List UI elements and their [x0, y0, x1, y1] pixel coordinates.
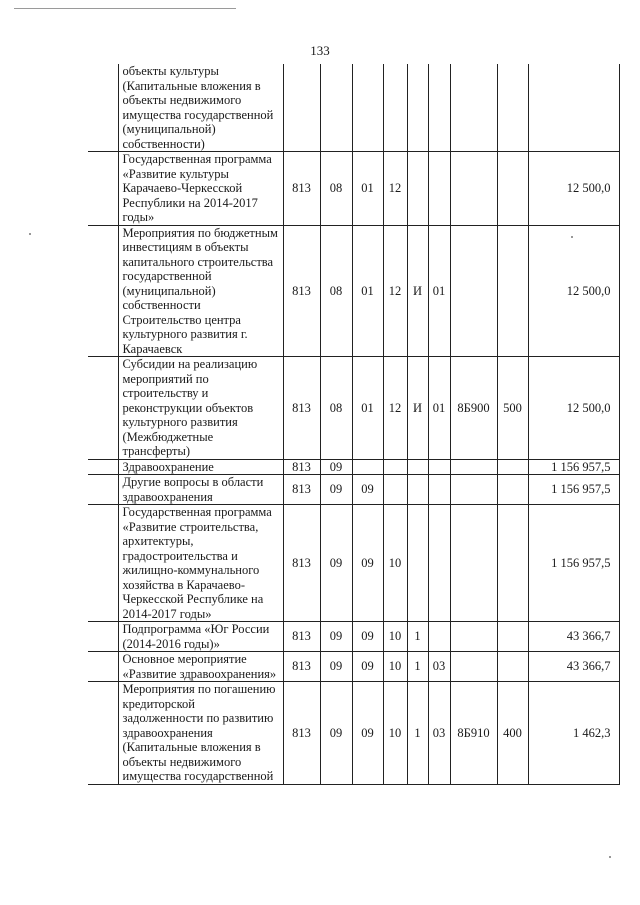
subsection-code-cell: 09 — [352, 682, 383, 785]
program-code-cell: 12 — [383, 357, 407, 460]
activity-code-cell: 03 — [428, 682, 450, 785]
ministry-code-cell: 813 — [283, 357, 320, 460]
item-name-cell: объекты культуры (Капитальные вложения в объекты недвижимого имущества государственной (муниципальной) собственности) — [118, 64, 283, 152]
target-code-cell — [450, 64, 497, 152]
amount-cell — [528, 64, 619, 152]
program-code-cell — [383, 475, 407, 505]
top-edge-line — [14, 8, 236, 9]
ministry-code-cell: 813 — [283, 622, 320, 652]
subsection-code-cell — [352, 64, 383, 152]
section-code-cell: 08 — [320, 225, 352, 357]
table-row — [88, 475, 619, 505]
row-number-cell — [88, 152, 118, 226]
amount-cell: 43 366,7 — [528, 622, 619, 652]
row-number-cell — [88, 622, 118, 652]
subprogram-code-cell: 1 — [407, 622, 428, 652]
section-code-cell — [320, 64, 352, 152]
target-code-cell — [450, 475, 497, 505]
ministry-code-cell: 813 — [283, 652, 320, 682]
amount-cell: 1 462,3 — [528, 682, 619, 785]
item-name-cell: Субсидии на реализацию мероприятий по строительству и реконструкции объектов культурного развития (Межбюджетные трансферты) — [118, 357, 283, 460]
ministry-code-cell: 813 — [283, 682, 320, 785]
expense-type-cell — [497, 475, 528, 505]
subprogram-code-cell: 1 — [407, 652, 428, 682]
subsection-code-cell — [352, 459, 383, 475]
ministry-code-cell: 813 — [283, 152, 320, 226]
section-code-cell: 09 — [320, 475, 352, 505]
table-row — [88, 622, 619, 652]
amount-cell: 1 156 957,5 — [528, 459, 619, 475]
activity-code-cell: 01 — [428, 225, 450, 357]
budget-table — [88, 64, 620, 785]
section-code-cell: 09 — [320, 652, 352, 682]
target-code-cell: 8Б910 — [450, 682, 497, 785]
subprogram-code-cell — [407, 505, 428, 622]
program-code-cell — [383, 459, 407, 475]
subprogram-code-cell — [407, 459, 428, 475]
ministry-code-cell: 813 — [283, 505, 320, 622]
subsection-code-cell: 01 — [352, 225, 383, 357]
table-row — [88, 152, 619, 226]
expense-type-cell — [497, 459, 528, 475]
activity-code-cell — [428, 64, 450, 152]
target-code-cell — [450, 652, 497, 682]
amount-cell: 1 156 957,5 — [528, 505, 619, 622]
row-number-cell — [88, 225, 118, 357]
item-name-cell: Другие вопросы в области здравоохранения — [118, 475, 283, 505]
subprogram-code-cell — [407, 152, 428, 226]
subsection-code-cell: 01 — [352, 357, 383, 460]
program-code-cell: 10 — [383, 622, 407, 652]
program-code-cell: 10 — [383, 505, 407, 622]
program-code-cell — [383, 64, 407, 152]
expense-type-cell — [497, 505, 528, 622]
section-code-cell: 09 — [320, 459, 352, 475]
row-number-cell — [88, 459, 118, 475]
item-name-cell: Мероприятия по бюджетным инвестициям в объекты капитального строительства государственной (муниципальной) собственности Строительство центра культурного развития г. Карачаевск — [118, 225, 283, 357]
subprogram-code-cell — [407, 64, 428, 152]
expense-type-cell — [497, 152, 528, 226]
scan-speck — [609, 856, 611, 858]
program-code-cell: 12 — [383, 225, 407, 357]
section-code-cell: 08 — [320, 152, 352, 226]
target-code-cell — [450, 505, 497, 622]
activity-code-cell: 01 — [428, 357, 450, 460]
expense-type-cell — [497, 652, 528, 682]
activity-code-cell — [428, 475, 450, 505]
table-row — [88, 682, 619, 785]
item-name-cell: Государственная программа «Развитие культуры Карачаево-Черкесской Республики на 2014-2017 годы» — [118, 152, 283, 226]
section-code-cell: 08 — [320, 357, 352, 460]
table-row — [88, 225, 619, 357]
target-code-cell: 8Б900 — [450, 357, 497, 460]
program-code-cell: 10 — [383, 682, 407, 785]
item-name-cell: Основное мероприятие «Развитие здравоохранения» — [118, 652, 283, 682]
target-code-cell — [450, 225, 497, 357]
activity-code-cell — [428, 505, 450, 622]
table-row — [88, 357, 619, 460]
activity-code-cell: 03 — [428, 652, 450, 682]
table-row — [88, 64, 619, 152]
row-number-cell — [88, 64, 118, 152]
program-code-cell: 10 — [383, 652, 407, 682]
amount-cell: 12 500,0 — [528, 357, 619, 460]
table-row — [88, 459, 619, 475]
scan-speck — [29, 233, 31, 235]
activity-code-cell — [428, 152, 450, 226]
section-code-cell: 09 — [320, 622, 352, 652]
row-number-cell — [88, 475, 118, 505]
activity-code-cell — [428, 459, 450, 475]
subprogram-code-cell: 1 — [407, 682, 428, 785]
amount-cell: 12 500,0 — [528, 225, 619, 357]
ministry-code-cell: 813 — [283, 475, 320, 505]
expense-type-cell: 500 — [497, 357, 528, 460]
item-name-cell: Мероприятия по погашению кредиторской задолженности по развитию здравоохранения (Капитальные вложения в объекты недвижимого имущества государственной — [118, 682, 283, 785]
section-code-cell: 09 — [320, 682, 352, 785]
amount-cell: 12 500,0 — [528, 152, 619, 226]
target-code-cell — [450, 459, 497, 475]
target-code-cell — [450, 152, 497, 226]
ministry-code-cell: 813 — [283, 225, 320, 357]
page-number: 133 — [310, 43, 330, 58]
ministry-code-cell — [283, 64, 320, 152]
subsection-code-cell: 09 — [352, 475, 383, 505]
expense-type-cell — [497, 64, 528, 152]
subprogram-code-cell: И — [407, 225, 428, 357]
expense-type-cell — [497, 622, 528, 652]
subsection-code-cell: 09 — [352, 652, 383, 682]
table-row — [88, 652, 619, 682]
ministry-code-cell: 813 — [283, 459, 320, 475]
amount-cell: 43 366,7 — [528, 652, 619, 682]
expense-type-cell: 400 — [497, 682, 528, 785]
item-name-cell: Государственная программа «Развитие строительства, архитектуры, градостроительства и жилищно-коммунального хозяйства в Карачаево-Черкесской Республике на 2014-2017 годы» — [118, 505, 283, 622]
item-name-cell: Подпрограмма «Юг России (2014-2016 годы)» — [118, 622, 283, 652]
section-code-cell: 09 — [320, 505, 352, 622]
subsection-code-cell: 01 — [352, 152, 383, 226]
program-code-cell: 12 — [383, 152, 407, 226]
subprogram-code-cell — [407, 475, 428, 505]
table-row — [88, 505, 619, 622]
scan-speck — [571, 236, 573, 238]
subsection-code-cell: 09 — [352, 505, 383, 622]
amount-cell: 1 156 957,5 — [528, 475, 619, 505]
activity-code-cell — [428, 622, 450, 652]
subprogram-code-cell: И — [407, 357, 428, 460]
item-name-cell: Здравоохранение — [118, 459, 283, 475]
target-code-cell — [450, 622, 497, 652]
table-body — [88, 64, 619, 784]
row-number-cell — [88, 652, 118, 682]
expense-type-cell — [497, 225, 528, 357]
row-number-cell — [88, 682, 118, 785]
subsection-code-cell: 09 — [352, 622, 383, 652]
row-number-cell — [88, 505, 118, 622]
row-number-cell — [88, 357, 118, 460]
